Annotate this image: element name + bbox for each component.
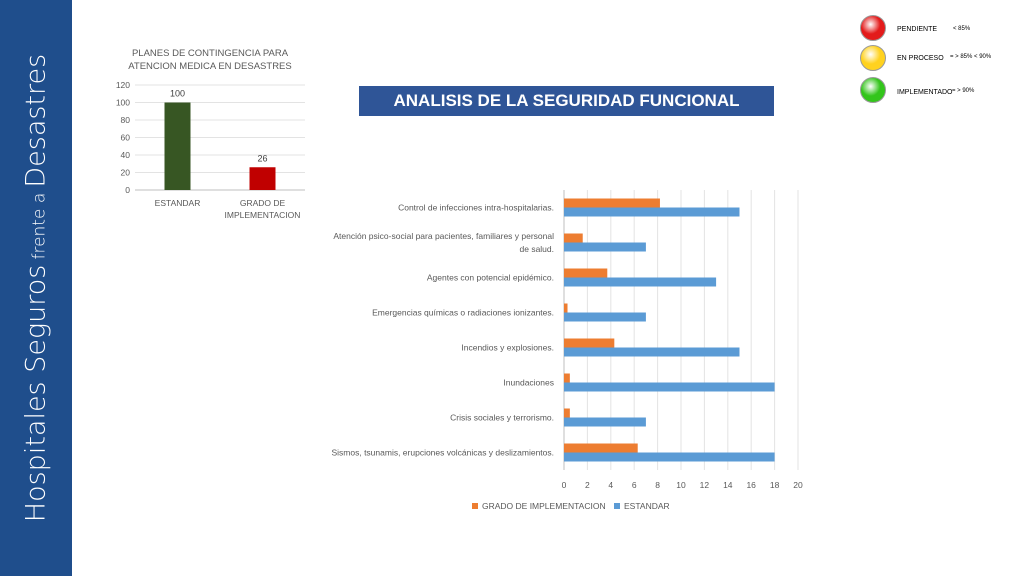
chart2-category-label: Atención psico-social para pacientes, familiares y personal (333, 231, 554, 241)
legend-threshold-en-proceso: = > 85% < 90% (950, 54, 992, 60)
chart2-x-tick-label: 18 (769, 480, 780, 490)
chart2-x-tick-label: 16 (746, 480, 756, 490)
chart2-bar (564, 418, 646, 427)
chart2-x-tick-label: 14 (723, 480, 733, 490)
chart1-data-label: 26 (257, 153, 268, 164)
chart1-y-tick-label: 60 (120, 132, 130, 143)
chart1-y-tick-label: 80 (120, 115, 130, 125)
sidebar-title-part3: Desastres (20, 53, 52, 188)
functional-safety-chart (320, 180, 820, 520)
chart1-bar (165, 103, 191, 191)
chart2-bar (564, 348, 740, 357)
chart2-x-tick-label: 6 (631, 480, 637, 490)
chart2-category-label: Crisis sociales y terrorismo. (450, 412, 554, 423)
sidebar-title (21, 54, 52, 522)
chart1-y-tick-label: 100 (115, 97, 130, 108)
chart2-bar (564, 409, 570, 418)
chart2-bar (564, 304, 568, 313)
chart2-category-label: Control de infecciones intra-hospitalarias. (398, 202, 554, 213)
chart2-x-tick-label: 0 (561, 480, 567, 490)
chart2-bar (564, 453, 775, 462)
chart1-bar (250, 167, 276, 190)
legend-threshold-pendiente: < 85% (953, 26, 971, 32)
chart2-legend-label: ESTANDAR (624, 501, 670, 511)
chart2-legend-label: GRADO DE IMPLEMENTACION (482, 501, 606, 511)
chart2-bar (564, 278, 716, 287)
chart1-category-label: IMPLEMENTACION (224, 210, 301, 220)
chart2-bar (564, 313, 646, 322)
chart2-category-label: Incendios y explosiones. (461, 342, 554, 353)
chart2-bar (564, 208, 740, 217)
chart2-x-tick-label: 12 (699, 480, 710, 490)
chart2-legend-swatch (472, 503, 478, 509)
chart1-category-label: GRADO DE (239, 198, 286, 208)
legend-label-pendiente: PENDIENTE (897, 26, 938, 33)
yellow-light-icon (860, 45, 886, 71)
contingency-plans-chart (100, 40, 315, 230)
sidebar-title-part2: frente a (29, 192, 50, 260)
legend-label-en-proceso: EN PROCESO (897, 55, 944, 62)
chart2-bar (564, 234, 583, 243)
chart2-category-label: de salud. (519, 244, 554, 254)
chart1-category-label: ESTANDAR (154, 198, 201, 208)
chart2-category-label: Agentes con potencial epidémico. (426, 272, 554, 283)
page-title-banner (359, 86, 774, 116)
chart2-bar (564, 339, 614, 348)
chart1-title-line1: PLANES DE CONTINGENCIA PARA (131, 48, 289, 59)
chart2-bar (564, 374, 570, 383)
chart2-category-label: Sismos, tsunamis, erupciones volcánicas y deslizamientos. (331, 447, 554, 458)
chart1-y-tick-label: 20 (120, 167, 130, 178)
chart1-y-tick-label: 40 (120, 150, 130, 160)
chart2-category-label: Inundaciones (503, 377, 554, 388)
chart2-category-label: Emergencias químicas o radiaciones ionizantes. (372, 307, 554, 318)
chart1-data-label: 100 (169, 88, 186, 99)
chart2-bar (564, 383, 775, 392)
chart2-x-tick-label: 10 (676, 480, 686, 490)
legend-threshold-implementado: = > 90% (952, 88, 975, 94)
page-title: ANALISIS DE LA SEGURIDAD FUNCIONAL (393, 91, 740, 110)
sidebar-title-part1: Hospitales Seguros (20, 264, 52, 523)
legend-label-implementado: IMPLEMENTADO (897, 89, 953, 96)
chart2-x-tick-label: 2 (585, 480, 590, 490)
sidebar (0, 0, 72, 576)
green-light-icon (860, 77, 886, 103)
chart1-y-tick-label: 0 (125, 185, 130, 195)
red-light-icon (860, 15, 886, 41)
chart2-bar (564, 243, 646, 252)
chart2-bar (564, 199, 660, 208)
chart2-legend-swatch (614, 503, 620, 509)
chart2-bar (564, 444, 638, 453)
chart2-bar (564, 269, 607, 278)
chart1-title-line2: ATENCION MEDICA EN DESASTRES (128, 61, 292, 72)
chart2-x-tick-label: 20 (793, 480, 803, 490)
chart1-y-tick-label: 120 (115, 80, 130, 90)
chart2-x-tick-label: 8 (655, 480, 660, 490)
chart2-x-tick-label: 4 (608, 480, 614, 490)
